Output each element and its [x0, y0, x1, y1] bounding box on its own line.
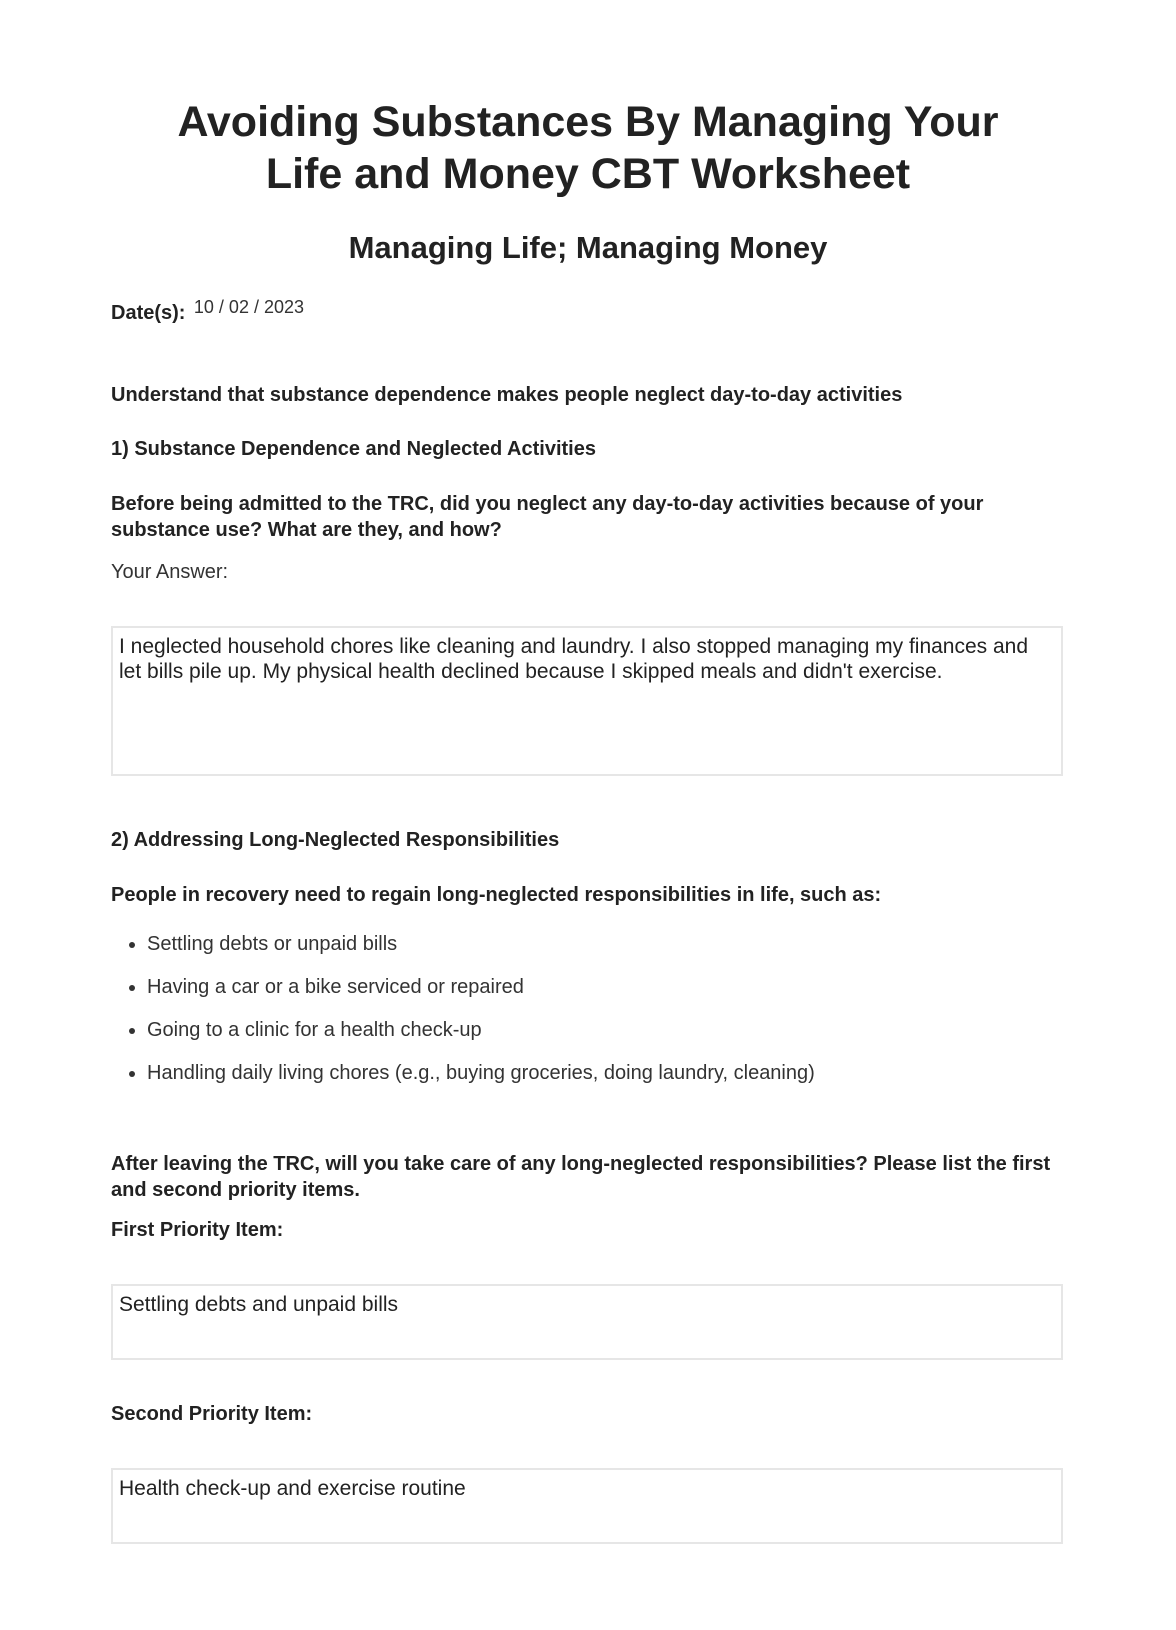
date-value[interactable]: 10 / 02 / 2023 — [193, 297, 304, 317]
list-item: • Going to a clinic for a health check-up — [147, 1018, 815, 1061]
worksheet-subtitle: Managing Life; Managing Money — [348, 230, 828, 265]
second-priority-label: Second Priority Item: — [111, 1403, 313, 1425]
list-item: • Settling debts or unpaid bills — [147, 932, 815, 975]
section1-question: Before being admitted to the TRC, did you neglect any day-to-day activities because of your substance use? What are they, and how? — [111, 493, 984, 541]
responsibilities-list — [111, 932, 815, 1104]
section1-heading: 1) Substance Dependence and Neglected Activities — [111, 438, 596, 460]
section2-heading: 2) Addressing Long-Neglected Responsibilities — [111, 829, 560, 851]
date-label: Date(s): — [111, 302, 186, 324]
intro-text: Understand that substance dependence makes people neglect day-to-day activities — [111, 384, 903, 406]
first-priority-field[interactable]: Settling debts and unpaid bills — [111, 1284, 1063, 1360]
second-priority-field[interactable]: Health check-up and exercise routine — [111, 1468, 1063, 1544]
section2-question: After leaving the TRC, will you take care of any long-neglected responsibilities? Please list the first and second priority items. — [111, 1153, 1051, 1201]
worksheet-title: Avoiding Substances By Managing Your Life and Money CBT Worksheet — [177, 98, 999, 198]
list-item: • Handling daily living chores (e.g., buying groceries, doing laundry, cleaning) — [147, 1061, 815, 1104]
list-item: • Having a car or a bike serviced or repaired — [147, 975, 815, 1018]
first-priority-label: First Priority Item: — [111, 1219, 284, 1241]
answer-label: Your Answer: — [111, 561, 229, 583]
answer-field[interactable]: I neglected household chores like cleaning and laundry. I also stopped managing my finances and let bills pile up. My physical health declined because I skipped meals and didn't exercise. — [111, 626, 1063, 776]
date-row — [111, 296, 304, 324]
section2-lead: People in recovery need to regain long-neglected responsibilities in life, such as: — [111, 884, 882, 906]
